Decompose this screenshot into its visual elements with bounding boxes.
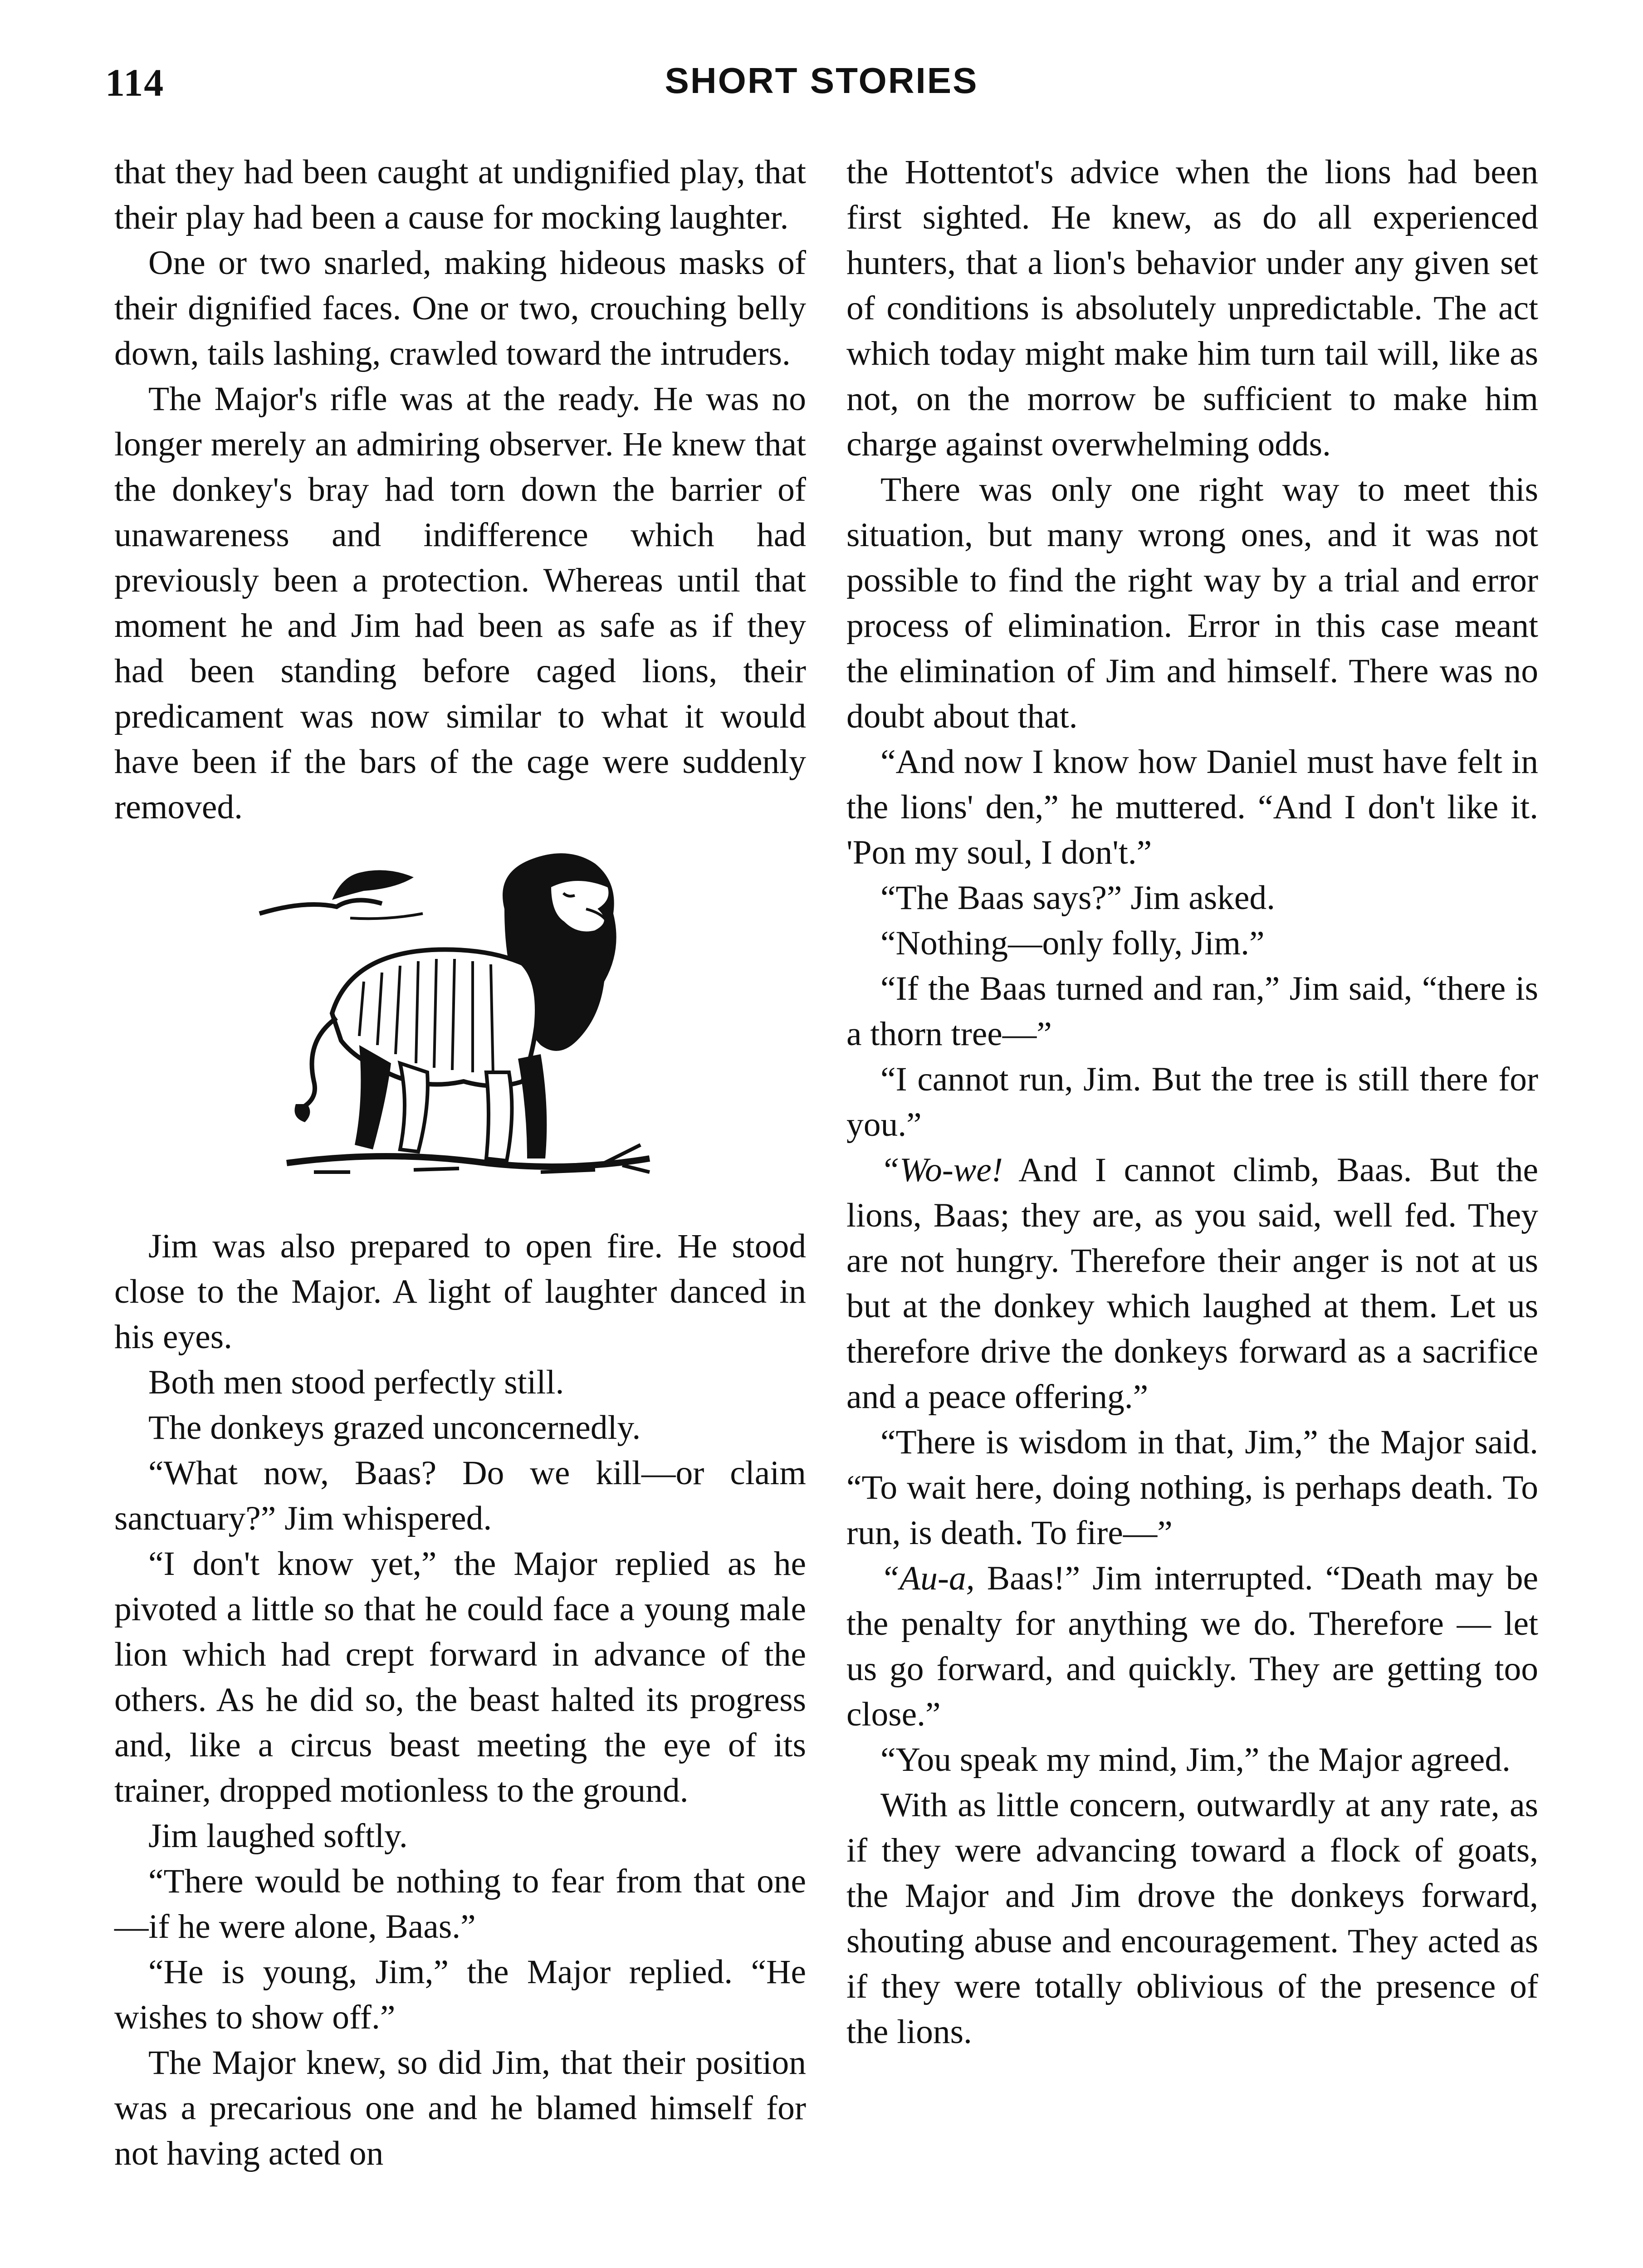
italic-exclamation: “Wo-we! [880,1151,1003,1189]
right-column [846,150,1538,2055]
paragraph: “He is young, Jim,” the Major replied. “He wishes to show off.” [114,1953,806,2036]
paragraph: “You speak my mind, Jim,” the Major agreed. [880,1741,1511,1779]
paragraph: “I don't know yet,” the Major replied as he pivoted a little so that he could face a young male lion which had crept forward in advance of the others. As he did so, the beast halted its progress and, like a circus beast meeting the eye of its trainer, dropped motionless to the ground. [114,1545,806,1809]
page-number: 114 [105,61,165,104]
paragraph: “There would be nothing to fear from that one—if he were alone, Baas.” [114,1862,806,1945]
lion-icon [250,846,659,1208]
paragraph: that they had been caught at undignified play, that their play had been a cause for mocking laughter. [114,153,806,236]
paragraph: Jim was also prepared to open fire. He stood close to the Major. A light of laughter danced in his eyes. [114,1227,806,1356]
lion-illustration [250,846,659,1208]
paragraph: “Nothing—only folly, Jim.” [880,924,1265,962]
paragraph: “I cannot run, Jim. But the tree is still there for you.” [846,1061,1538,1144]
paragraph: “What now, Baas? Do we kill—or claim sanctuary?” Jim whispered. [114,1454,806,1537]
paragraph [846,1148,1538,1420]
paragraph: “There is wisdom in that, Jim,” the Major said. “To wait here, doing nothing, is perhaps death. To run, is death. To fire—” [846,1423,1538,1552]
paragraph: “And now I know how Daniel must have felt in the lions' den,” he muttered. “And I don't like it. 'Pon my soul, I don't.” [846,743,1538,871]
paragraph [846,1556,1538,1737]
paragraph: the Hottentot's advice when the lions had been first sighted. He knew, as do all experienced hunters, that a lion's behavior under any given set of conditions is absolutely unpredictable. The act which today might make him turn tail will, like as not, on the morrow be sufficient to make him charge against overwhelming odds. [846,153,1538,463]
paragraph-text: Baas!” Jim interrupted. “Death may be the penalty for anything we do. Therefore — let us go forward, and quickly. They are getting too close.” [846,1559,1538,1733]
paragraph: The Major's rifle was at the ready. He was no longer merely an admiring observer. He knew that the donkey's bray had torn down the barrier of unawareness and indifference which had previously been a protection. Whereas until that moment he and Jim had been as safe as if they had been standing before caged lions, their predicament was now similar to what it would have been if the bars of the cage were suddenly removed. [114,380,806,826]
italic-exclamation: “Au-a, [880,1559,975,1597]
paragraph: Both men stood perfectly still. [148,1364,564,1401]
paragraph: There was only one right way to meet this situation, but many wrong ones, and it was not possible to find the right way by a trial and error process of elimination. Error in this case meant the elimination of Jim and himself. There was no doubt about that. [846,471,1538,735]
paragraph: Jim laughed softly. [148,1817,408,1855]
running-title: SHORT STORIES [665,60,978,101]
page-header [105,60,1538,123]
paragraph: The donkeys grazed unconcernedly. [148,1409,641,1447]
paragraph: One or two snarled, making hideous masks of their dignified faces. One or two, crouching belly down, tails lashing, crawled toward the intruders. [114,244,806,372]
paragraph: With as little concern, outwardly at any rate, as if they were advancing toward a flock of goats, the Major and Jim drove the donkeys forward, shouting abuse and encouragement. They acted as if they were totally oblivious of the presence of the lions. [846,1786,1538,2051]
paragraph: The Major knew, so did Jim, that their position was a precarious one and he blamed himself for not having acted on [114,2044,806,2172]
paragraph: “If the Baas turned and ran,” Jim said, “there is a thorn tree—” [846,970,1538,1053]
paragraph: “The Baas says?” Jim asked. [880,879,1276,917]
paragraph-text: And I cannot climb, Baas. But the lions, Baas; they are, as you said, well fed. They are not hungry. Therefore their anger is not at us but at the donkey which laughed at them. Let us therefore drive the donkeys forward as a sacrifice and a peace offering.” [846,1151,1538,1416]
left-column [114,150,806,2176]
